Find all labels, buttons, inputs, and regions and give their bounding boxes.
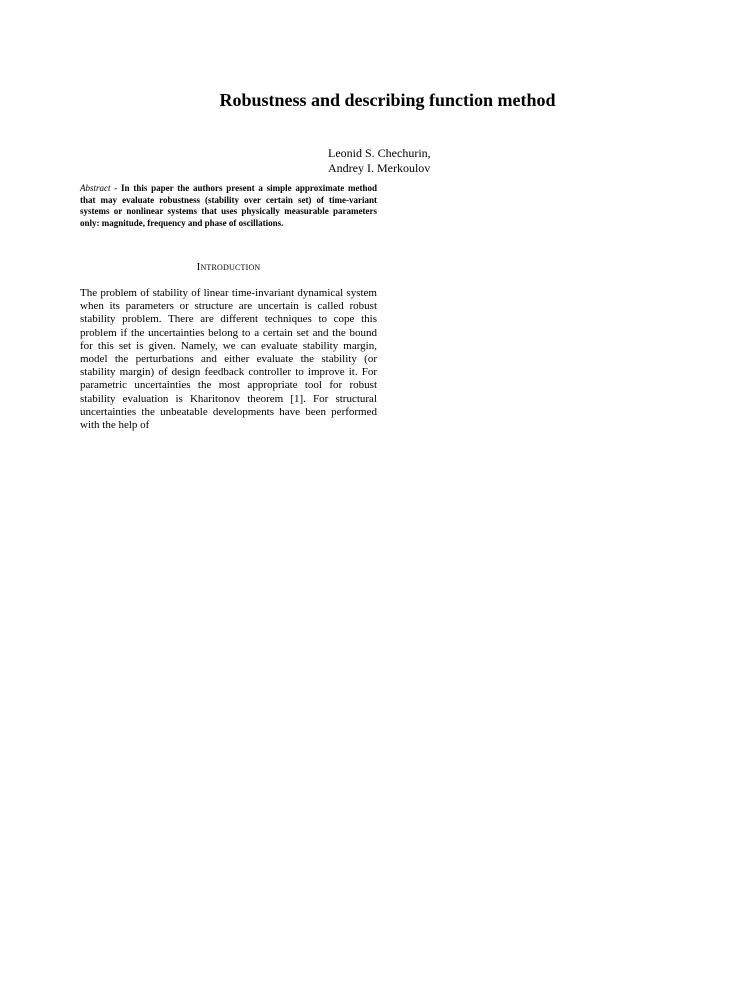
section-heading-introduction: Introduction (196, 261, 261, 273)
abstract-label: Abstract - (80, 183, 118, 193)
abstract-text: In this paper the authors present a simple approximate method that may evaluate robustness (stability over certain set) of time-variant systems or nonlinear systems that uses physically measurable parameters only: magnitude, frequency and phase of oscillations. (80, 183, 377, 228)
abstract (80, 183, 377, 229)
author-name: Leonid S. Chechurin, (328, 146, 431, 160)
author-block (328, 146, 431, 176)
author-name: Andrey I. Merkoulov (328, 161, 431, 175)
paper-title: Robustness and describing function method (219, 90, 556, 110)
introduction-paragraph: The problem of stability of linear time-invariant dynamical system when its parameters or structure are uncertain is called robust stability problem. There are different techniques to cope this problem if the uncertainties belong to a certain set and the bound for this set is given. Namely, we can evaluate stability margin, model the perturbations and either evaluate the stability (or stability margin) of design feedback controller to improve it. For parametric uncertainties the most appropriate tool for robust stability evaluation is Kharitonov theorem [1]. For structural uncertainties the unbeatable developments have been performed with the help of (80, 287, 377, 432)
